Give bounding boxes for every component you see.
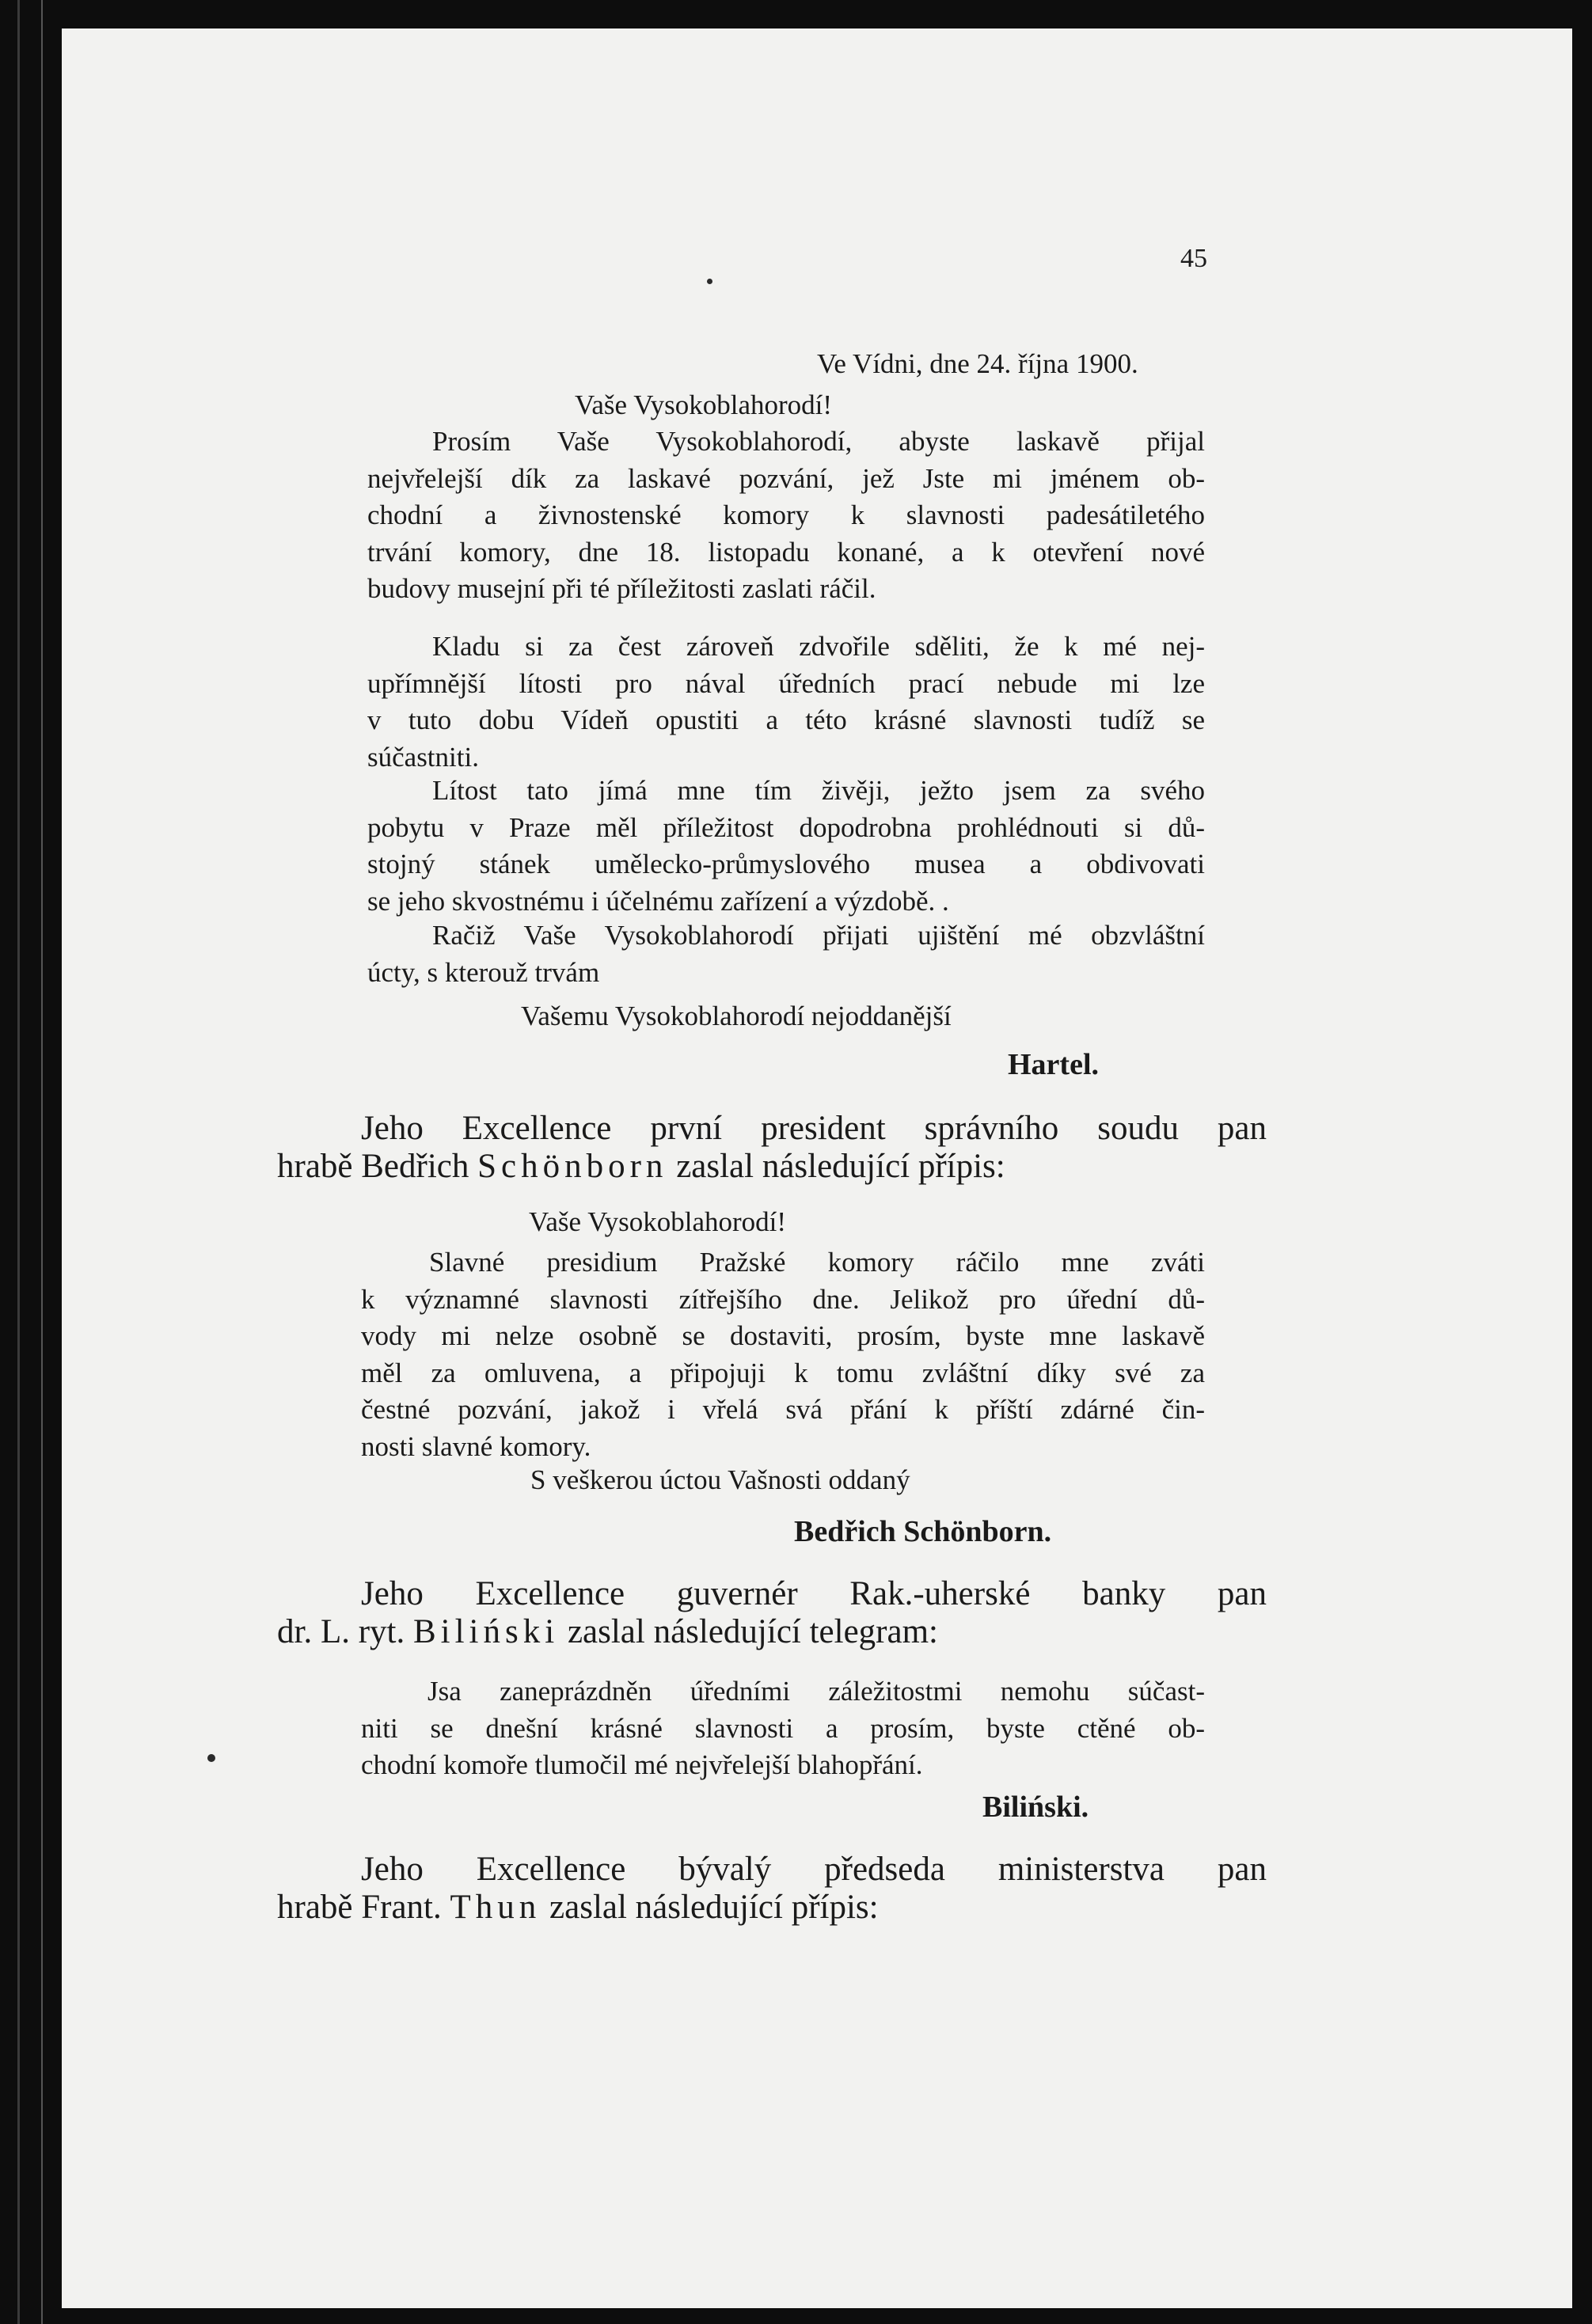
- text-line: Jeho Excellence guvernér Rak.-uherské banky pan: [361, 1575, 1267, 1612]
- text-fragment: zaslal následující přípis:: [676, 1148, 1005, 1185]
- letter2-signature: Bedřich Schönborn.: [794, 1515, 1052, 1548]
- telegram-paragraph: [361, 1673, 1205, 1784]
- scan-speck: [707, 279, 712, 284]
- letter1-signature: Hartel.: [1008, 1048, 1100, 1081]
- text-line: vody mi nelze osobně se dostaviti, prosím, byste mne laskavě: [361, 1320, 1205, 1351]
- letter1-paragraph-3: [367, 773, 1205, 920]
- text-fragment: zaslal následující telegram:: [567, 1613, 938, 1650]
- text-line: čestné pozvání, jakož i vřelá svá přání k příští zdárné čin-: [361, 1394, 1205, 1425]
- text-fragment: hrabě Bedřich: [277, 1148, 469, 1185]
- letter1-salutation: Vaše Vysokoblahorodí!: [575, 389, 833, 420]
- text-line: niti se dnešní krásné slavnosti a prosím, byste ctěné ob-: [361, 1712, 1205, 1744]
- text-line: stojný stánek umělecko-průmyslového musea a obdivovati: [367, 849, 1205, 879]
- scan-edge-line: [41, 0, 43, 2324]
- page-number: 45: [1180, 244, 1207, 273]
- letter1-paragraph-4: [367, 917, 1205, 991]
- letter2-salutation: Vaše Vysokoblahorodí!: [529, 1206, 787, 1237]
- text-line: [277, 1889, 1267, 1927]
- intro-schonborn: [277, 1110, 1267, 1186]
- text-fragment: hrabě Frant.: [277, 1889, 442, 1926]
- text-fragment: dr. L. ryt.: [277, 1613, 405, 1650]
- text-line: Kladu si za čest zároveň zdvořile sděliti, že k mé nej-: [432, 631, 1205, 662]
- name-spaced: Thun: [450, 1889, 541, 1926]
- document-page: [62, 28, 1572, 2308]
- scan-edge-line: [17, 0, 20, 2324]
- name-spaced: Schönborn: [477, 1148, 668, 1185]
- scan-speck: [207, 1754, 215, 1762]
- text-line: Jeho Excellence bývalý předseda ministerstva pan: [361, 1851, 1267, 1888]
- text-fragment: zaslal následující přípis:: [549, 1889, 879, 1926]
- text-line: [277, 1148, 1267, 1186]
- text-line: Slavné presidium Pražské komory ráčilo mne zváti: [429, 1247, 1205, 1278]
- text-line: se jeho skvostnému i účelnému zařízení a výzdobě. .: [367, 885, 949, 917]
- text-line: budovy musejní při té příležitosti zaslati ráčil.: [367, 573, 876, 604]
- name-spaced: Biliński: [412, 1613, 560, 1650]
- text-line: úcty, s kterouž trvám: [367, 956, 600, 988]
- text-line: chodní komoře tlumočil mé nejvřelejší blahopřání.: [361, 1749, 923, 1780]
- text-line: Prosím Vaše Vysokoblahorodí, abyste laskavě přijal: [432, 426, 1205, 457]
- text-line: súčastniti.: [367, 741, 479, 773]
- text-line: nejvřelejší dík za laskavé pozvání, jež Jste mi jménem ob-: [367, 462, 1205, 494]
- text-line: [277, 1613, 1267, 1651]
- letter1-paragraph-2: [367, 628, 1205, 776]
- text-line: k významné slavnosti zítřejšího dne. Jelikož pro úřední dů-: [361, 1283, 1205, 1315]
- text-line: Lítost tato jímá mne tím živěji, ježto jsem za svého: [432, 775, 1205, 806]
- text-line: v tuto dobu Vídeň opustiti a této krásné slavnosti tudíž se: [367, 704, 1205, 735]
- letter1-closing: Vašemu Vysokoblahorodí nejoddanější: [521, 1001, 952, 1031]
- text-line: trvání komory, dne 18. listopadu konané, a k otevření nové: [367, 536, 1205, 568]
- text-line: chodní a živnostenské komory k slavnosti padesátiletého: [367, 499, 1205, 530]
- text-line: nosti slavné komory.: [361, 1430, 591, 1462]
- telegram-signature: Biliński.: [982, 1790, 1089, 1824]
- letter1-paragraph-1: [367, 423, 1205, 608]
- text-line: Jsa zaneprázdněn úředními záležitostmi nemohu súčast-: [427, 1676, 1205, 1707]
- text-line: pobytu v Praze měl příležitost dopodrobna prohlédnouti si dů-: [367, 811, 1205, 843]
- intro-bilinski: [277, 1575, 1267, 1651]
- text-line: Jeho Excellence první president správního soudu pan: [361, 1110, 1267, 1147]
- text-line: Račiž Vaše Vysokoblahorodí přijati ujištění mé obzvláštní: [432, 920, 1205, 951]
- text-line: upřímnější lítosti pro nával úředních prací nebude mi lze: [367, 667, 1205, 699]
- letter1-dateline: Ve Vídni, dne 24. října 1900.: [817, 348, 1138, 379]
- intro-thun: [277, 1851, 1267, 1927]
- letter2-paragraph-1: [361, 1244, 1205, 1465]
- letter2-closing: S veškerou úctou Vašnosti oddaný: [530, 1464, 910, 1495]
- text-line: měl za omluvena, a připojuji k tomu zvláštní díky své za: [361, 1357, 1205, 1388]
